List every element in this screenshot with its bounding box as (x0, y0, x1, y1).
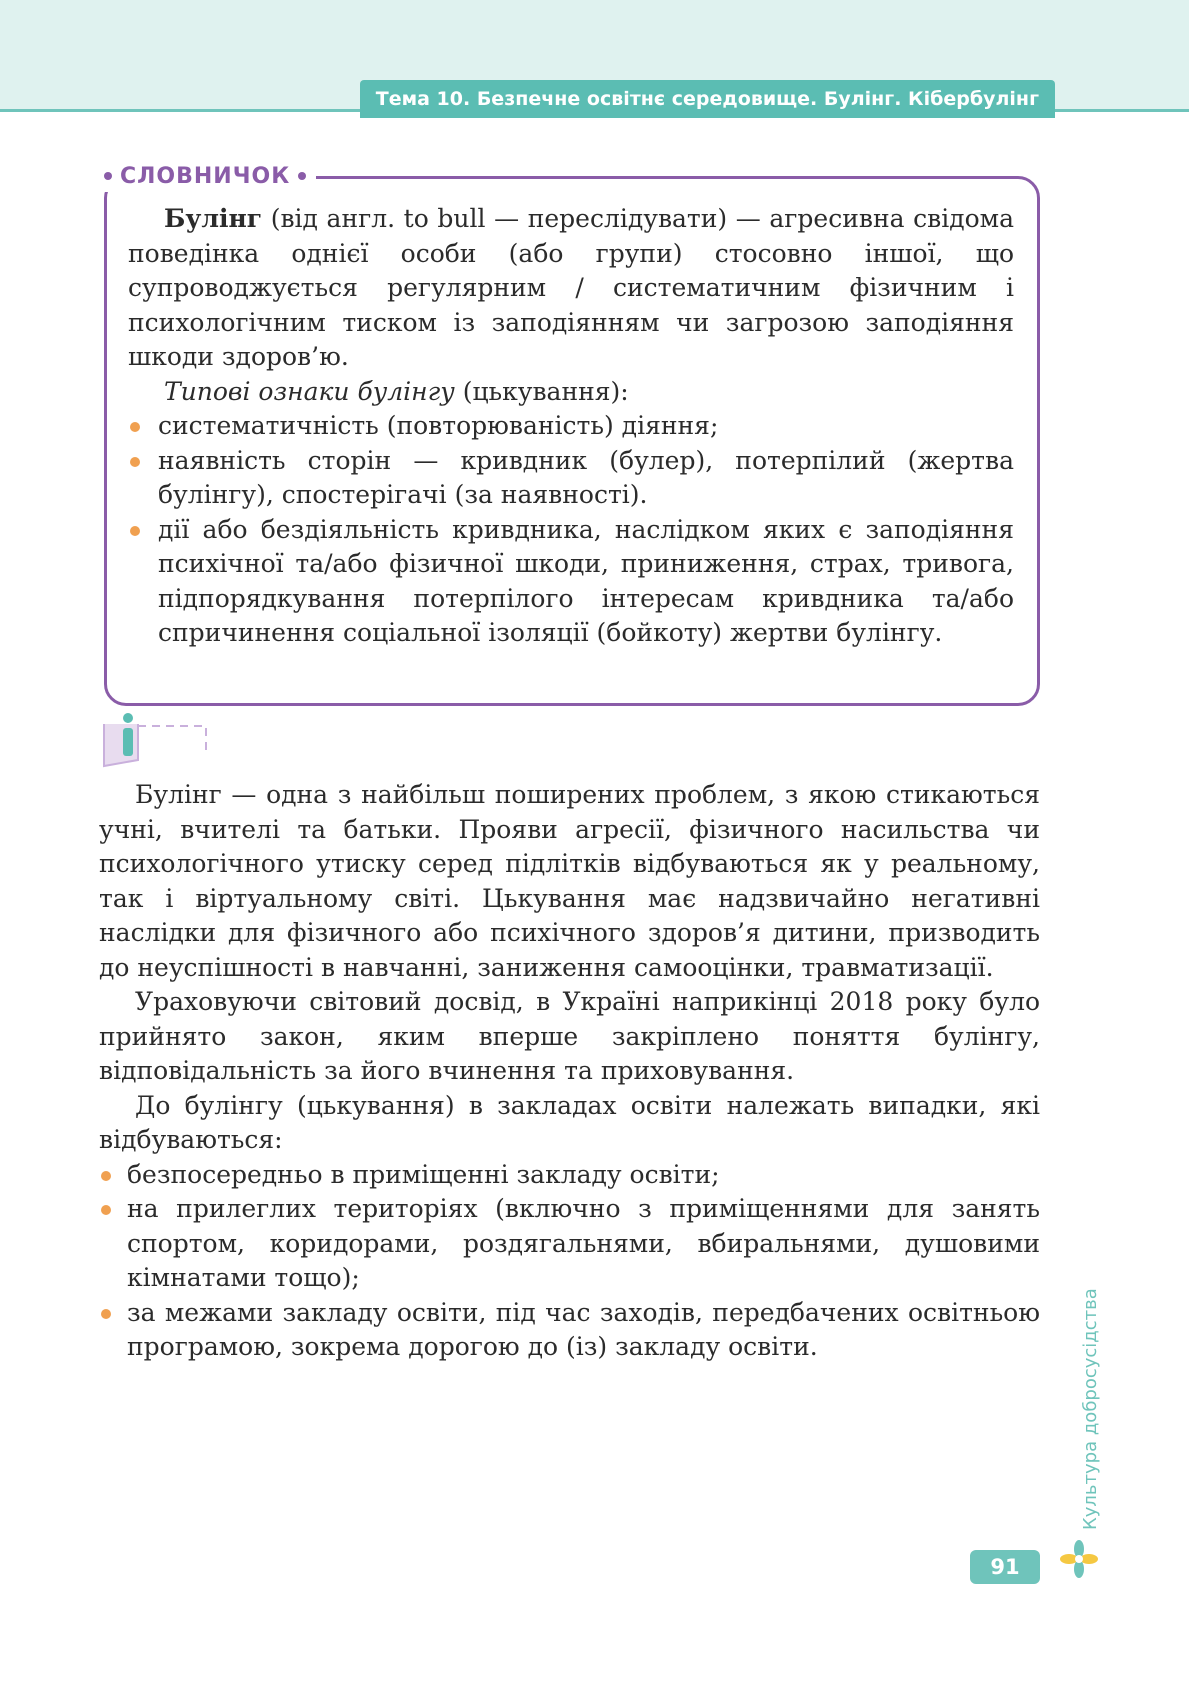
signs-intro-italic: Типові ознаки булінгу (164, 376, 455, 406)
list-item: дії або бездіяльність кривдника, наслідком яких є заподіяння психічної та/або фізичної шкоди, приниження, страх, тривога, підпорядкування потерпілого інтересам кривдника та/або спричинення соціальної ізоляції (бойкоту) жертви булінгу. (128, 513, 1014, 651)
list-item: систематичність (повторюваність) діяння; (128, 409, 1014, 444)
dot-icon (298, 172, 306, 180)
glossary-content (128, 202, 1014, 651)
main-text (99, 778, 1040, 1365)
paragraph: Булінг — одна з найбільш поширених проблем, з якою стикаються учні, вчителі та батьки. Прояви агресії, фізичного насильства чи психологічного утиску серед підлітків відбуваються як у реальному, так і віртуальному світі. Цькування має надзвичайно негативні наслідки для фізичного або психічного здоров’я дитини, призводить до неуспішності в навчанні, заниження самооцінки, травматизації. (99, 780, 1040, 982)
signs-list (128, 409, 1014, 651)
glossary-title: СЛОВНИЧОК (120, 163, 291, 189)
glossary-definition (128, 202, 1014, 375)
glossary-term: Булінг (164, 204, 263, 233)
paragraph: Ураховуючи світовий досвід, в Україні наприкінці 2018 року було прийнято закон, яким вперше закріплено поняття булінгу, відповідальність за його вчинення та приховування. (99, 987, 1040, 1085)
flower-icon (1060, 1540, 1098, 1578)
info-icon (98, 712, 228, 772)
paragraph: До булінгу (цькування) в закладах освіти належать випадки, які відбуваються: (99, 1090, 1040, 1154)
definition-text: (від англ. to bull — переслідувати) — агресивна свідома поведінка однієї особи (або групи) стосовно іншої, що супроводжується регулярним / систематичним фізичним і психологічним тиском із заподіянням чи загрозою заподіяння шкоди здоров’ю. (128, 204, 1014, 371)
list-item: на прилеглих територіях (включно з приміщеннями для занять спортом, коридорами, роздягальнями, вбиральнями, душовими кімнатами тощо); (99, 1192, 1040, 1296)
signs-intro-tail: (цькування): (454, 376, 629, 406)
list-item: безпосередньо в приміщенні закладу освіти; (99, 1158, 1040, 1193)
section-label: Культура добросусідства (1080, 1288, 1101, 1530)
glossary-header (98, 160, 316, 192)
list-item: за межами закладу освіти, під час заходів, передбачених освітньою програмою, зокрема дорогою до (із) закладу освіти. (99, 1296, 1040, 1365)
signs-intro (128, 375, 1014, 410)
dot-icon (104, 172, 112, 180)
page-number: 91 (970, 1550, 1040, 1584)
places-list (99, 1158, 1040, 1365)
list-item: наявність сторін — кривдник (булер), потерпілий (жертва булінгу), спостерігачі (за наявності). (128, 444, 1014, 513)
topic-title: Тема 10. Безпечне освітнє середовище. Булінг. Кібербулінг (360, 80, 1055, 118)
